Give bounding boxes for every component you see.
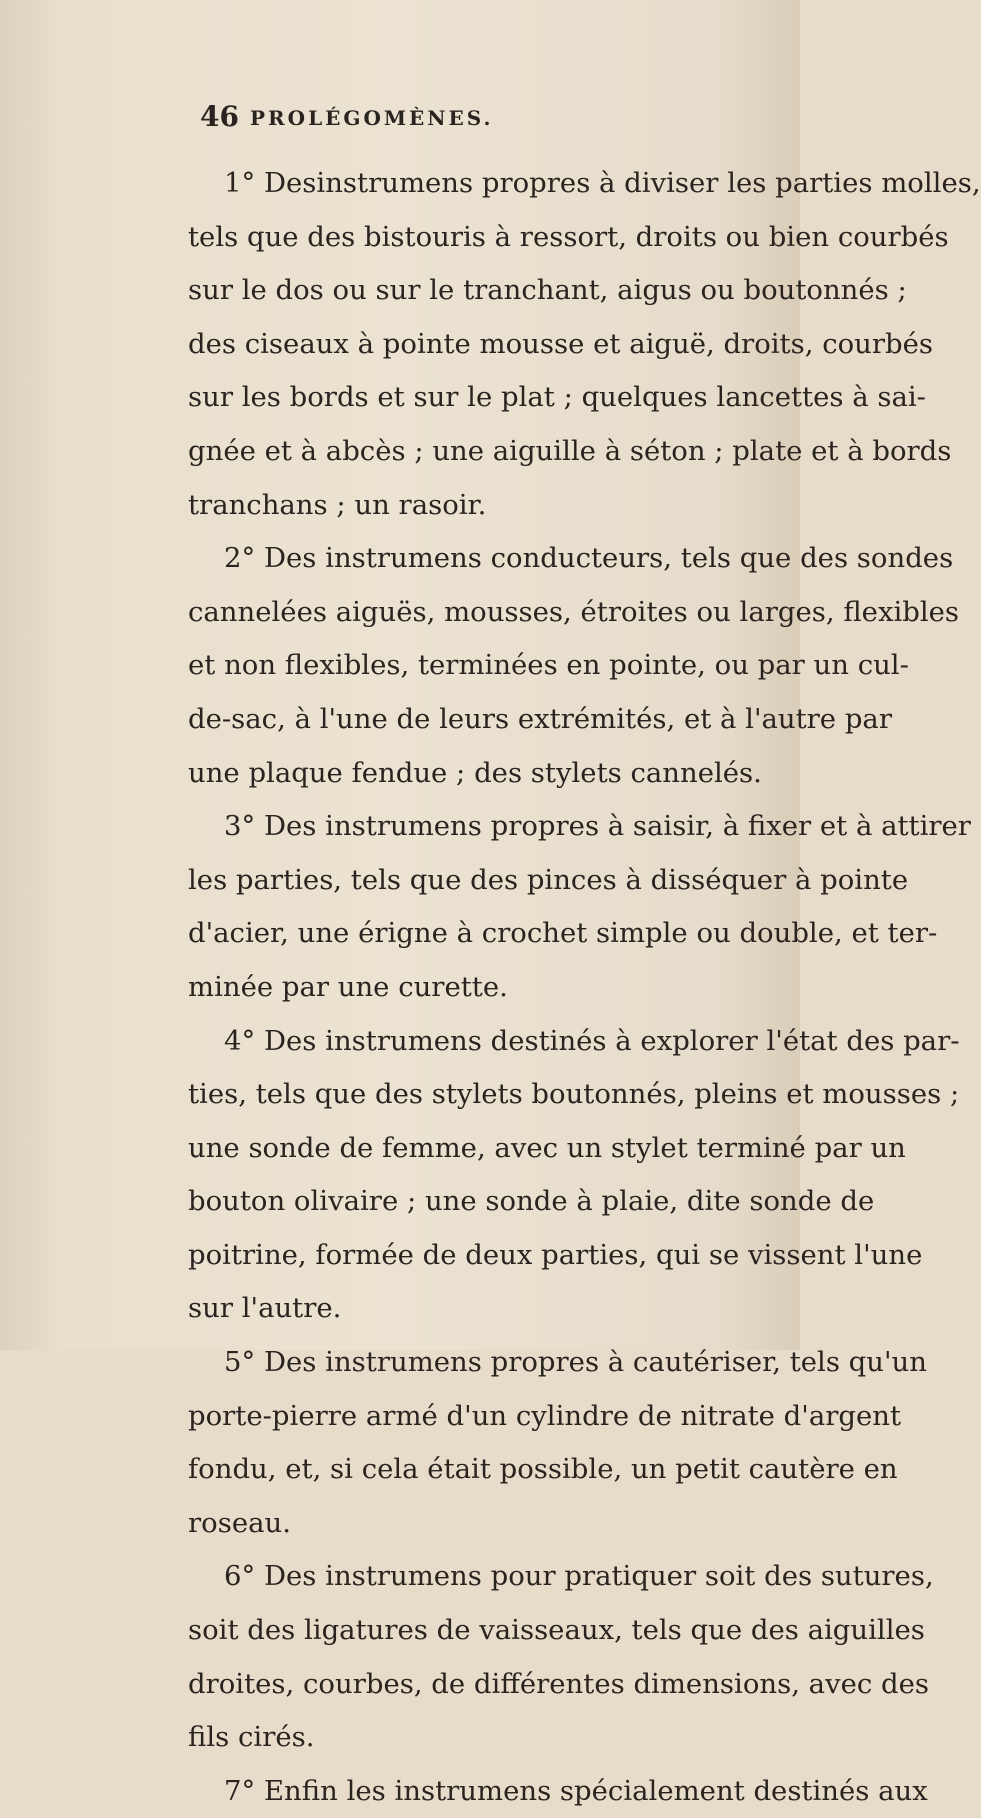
text-line: porte-pierre armé d'un cylindre de nitrate d'argent: [188, 1399, 901, 1432]
text-line: une sonde de femme, avec un stylet terminé par un: [188, 1131, 906, 1164]
text-line: gnée et à abcès ; une aiguille à séton ; plate et à bords: [188, 434, 952, 467]
text-line: sur l'autre.: [188, 1292, 342, 1325]
text-line: poitrine, formée de deux parties, qui se vissent l'une: [188, 1238, 923, 1271]
page-header: [200, 100, 760, 140]
text-line: fondu, et, si cela était possible, un petit cautère en: [188, 1453, 898, 1486]
text-line: 4° Des instrumens destinés à explorer l'état des par-: [224, 1024, 960, 1057]
text-line: ties, tels que des stylets boutonnés, pleins et mousses ;: [188, 1078, 960, 1111]
text-line: des ciseaux à pointe mousse et aiguë, droits, courbés: [188, 327, 934, 360]
text-line: roseau.: [188, 1506, 291, 1539]
text-line: 2° Des instrumens conducteurs, tels que des sondes: [224, 542, 954, 575]
text-line: fils cirés.: [188, 1721, 315, 1754]
running-title: PROLÉGOMÈNES.: [250, 106, 494, 130]
text-line: et non flexibles, terminées en pointe, ou par un cul-: [188, 649, 909, 682]
text-line: sur les bords et sur le plat ; quelques lancettes à sai-: [188, 381, 926, 414]
text-line: tranchans ; un rasoir.: [188, 488, 487, 521]
text-line: droites, courbes, de différentes dimensions, avec des: [188, 1667, 930, 1700]
text-line: 6° Des instrumens pour pratiquer soit des sutures,: [224, 1560, 934, 1593]
text-line: minée par une curette.: [188, 970, 508, 1003]
text-line: tels que des bistouris à ressort, droits ou bien courbés: [188, 220, 949, 253]
text-line: d'acier, une érigne à crochet simple ou double, et ter-: [188, 917, 938, 950]
text-line: sur le dos ou sur le tranchant, aigus ou boutonnés ;: [188, 274, 907, 307]
text-line: cannelées aiguës, mousses, étroites ou larges, flexibles: [188, 595, 960, 628]
text-line: les parties, tels que des pinces à disséquer à pointe: [188, 863, 909, 896]
text-line: 1° Desinstrumens propres à diviser les parties molles,: [224, 167, 981, 199]
text-line: bouton olivaire ; une sonde à plaie, dite sonde de: [188, 1185, 875, 1218]
text-line: soit des ligatures de vaisseaux, tels que des aiguilles: [188, 1614, 925, 1647]
text-line: 5° Des instrumens propres à cautériser, tels qu'un: [224, 1346, 927, 1379]
page-number: 46: [200, 100, 239, 133]
text-line: de-sac, à l'une de leurs extrémités, et à l'autre par: [188, 702, 892, 735]
body-text: [188, 157, 981, 1818]
text-line: 3° Des instrumens propres à saisir, à fixer et à attirer: [224, 810, 971, 843]
text-line: une plaque fendue ; des stylets cannelés.: [188, 756, 762, 789]
text-line: 7° Enfin les instrumens spécialement destinés aux: [224, 1774, 928, 1807]
